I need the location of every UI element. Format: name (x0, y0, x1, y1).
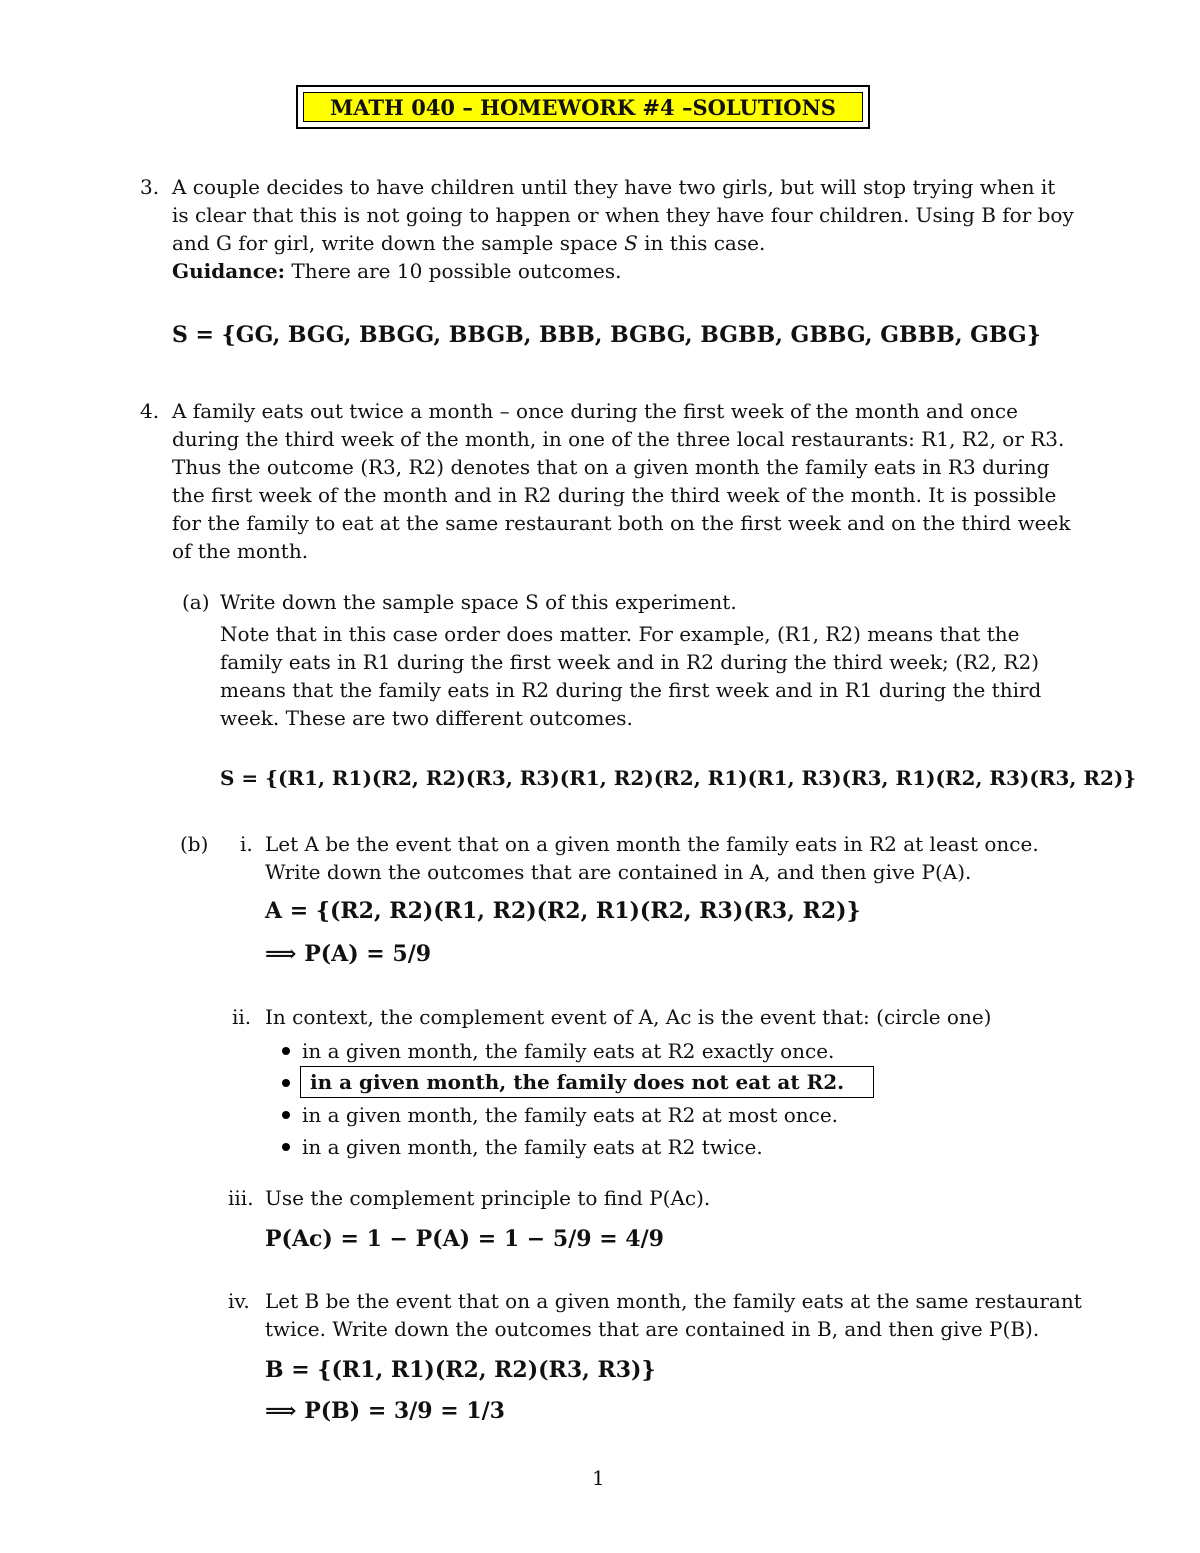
part-a-line-2: Note that in this case order does matter. For example, (R1, R2) means that the (220, 622, 1020, 646)
problem-4-line-6: of the month. (172, 539, 309, 563)
part-b-i-answer-set: A = {(R2, R2)(R1, R2)(R2, R1)(R2, R3)(R3, R2)} (265, 898, 861, 924)
part-b-label: (b) (180, 832, 209, 856)
problem-3-line-3 (172, 229, 765, 257)
guidance-note (172, 257, 621, 285)
part-a-line-4: means that the family eats in R2 during the first week and in R1 during the third (220, 678, 1042, 702)
part-b-iii-label: iii. (228, 1186, 254, 1210)
problem-4-line-2-text: during the third week of the month, in one of the three local restaurants: (172, 427, 915, 451)
part-b-ii-label: ii. (232, 1005, 252, 1029)
bullet-icon (282, 1079, 290, 1087)
part-b-i-line-2: Write down the outcomes that are contained in A, and then give P(A). (265, 860, 972, 884)
part-b-iv-label: iv. (228, 1289, 250, 1313)
problem-4-line-3: Thus the outcome (R3, R2) denotes that on a given month the family eats in R3 during (172, 455, 1050, 479)
part-b-ii-line-1: In context, the complement event of A, Ac is the event that: (circle one) (265, 1005, 992, 1029)
guidance-text: There are 10 possible outcomes. (291, 259, 622, 283)
var-s: S (624, 231, 638, 255)
problem-3-line-3-text: and G for girl, write down the sample space (172, 231, 618, 255)
problem-4-number: 4. (140, 399, 160, 423)
part-b-iii-answer: P(Ac) = 1 − P(A) = 1 − 5/9 = 4/9 (265, 1226, 664, 1252)
option-at-most-once: in a given month, the family eats at R2 at most once. (302, 1103, 839, 1127)
part-b-iv-answer-set: B = {(R1, R1)(R2, R2)(R3, R3)} (265, 1357, 656, 1383)
part-a-answer: S = {(R1, R1)(R2, R2)(R3, R3)(R1, R2)(R2, R1)(R1, R3)(R3, R1)(R2, R3)(R3, R2)} (220, 766, 1137, 790)
part-b-i-answer-prob: ⟹ P(A) = 5/9 (265, 941, 432, 967)
guidance-label: Guidance: (172, 259, 285, 283)
problem-4-line-1: A family eats out twice a month – once during the first week of the month and once (172, 399, 1018, 423)
problem-3-line-3-end: in this case. (644, 231, 766, 255)
problem-3-number: 3. (140, 175, 160, 199)
part-b-i-label: i. (240, 832, 253, 856)
bullet-icon (282, 1111, 290, 1119)
option-does-not-eat: in a given month, the family does not eat at R2. (310, 1070, 845, 1094)
bullet-icon (282, 1143, 290, 1151)
part-a-line-5: week. These are two different outcomes. (220, 706, 633, 730)
problem-4-line-2 (172, 425, 1064, 453)
part-a-line-3: family eats in R1 during the first week and in R2 during the third week; (R2, R2) (220, 650, 1040, 674)
problem-4-line-4: the first week of the month and in R2 during the third week of the month. It is possible (172, 483, 1057, 507)
part-b-i-line-1: Let A be the event that on a given month the family eats in R2 at least once. (265, 832, 1039, 856)
page-number: 1 (592, 1466, 605, 1490)
part-a-label: (a) (182, 590, 210, 614)
part-b-iv-answer-prob: ⟹ P(B) = 3/9 = 1/3 (265, 1398, 505, 1424)
part-b-iv-line-1: Let B be the event that on a given month, the family eats at the same restaurant (265, 1289, 1082, 1313)
bullet-icon (282, 1047, 290, 1055)
title-frame (296, 85, 870, 129)
part-a-line-1: Write down the sample space S of this experiment. (220, 590, 737, 614)
part-b-iv-line-2: twice. Write down the outcomes that are contained in B, and then give P(B). (265, 1317, 1040, 1341)
option-twice: in a given month, the family eats at R2 twice. (302, 1135, 763, 1159)
option-exactly-once: in a given month, the family eats at R2 exactly once. (302, 1039, 835, 1063)
page-title: MATH 040 – HOMEWORK #4 –SOLUTIONS (303, 92, 863, 122)
problem-3-answer: S = {GG, BGG, BBGG, BBGB, BBB, BGBG, BGBB, GBBG, GBBB, GBG} (172, 322, 1041, 348)
problem-3-line-1: A couple decides to have children until they have two girls, but will stop trying when it (172, 175, 1056, 199)
problem-3-line-2: is clear that this is not going to happen or when they have four children. Using B for boy (172, 203, 1074, 227)
part-b-iii-line-1: Use the complement principle to find P(Ac). (265, 1186, 711, 1210)
problem-4-line-5: for the family to eat at the same restaurant both on the first week and on the third week (172, 511, 1071, 535)
problem-4-line-2-end: R1, R2, or R3. (921, 427, 1065, 451)
